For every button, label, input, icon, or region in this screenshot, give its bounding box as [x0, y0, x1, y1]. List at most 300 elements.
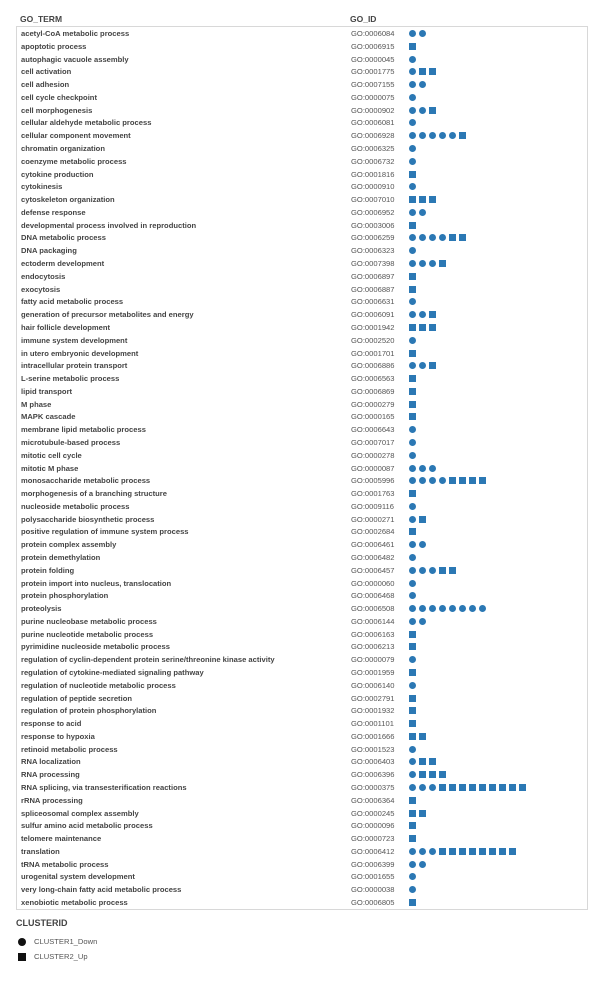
go-id-cell: GO:0001701: [351, 348, 395, 358]
go-id-cell: GO:0000096: [351, 821, 395, 831]
go-term-cell: response to hypoxia: [21, 731, 95, 741]
go-term-cell: cellular component movement: [21, 131, 131, 141]
table-row: [17, 833, 587, 846]
cluster-marks: [409, 222, 416, 231]
go-id-cell: GO:0006403: [351, 757, 395, 767]
cluster2-up-marker: [409, 375, 416, 382]
go-term-cell: translation: [21, 846, 60, 856]
cluster1-down-marker: [409, 580, 416, 587]
go-id-cell: GO:0001763: [351, 489, 395, 499]
cluster1-down-marker: [419, 848, 426, 855]
table-row: [17, 54, 587, 67]
table-row: [17, 897, 587, 910]
go-id-cell: GO:0006482: [351, 552, 395, 562]
cluster1-down-marker: [409, 605, 416, 612]
cluster1-down-marker: [409, 618, 416, 625]
go-id-cell: GO:0000723: [351, 834, 395, 844]
table-row: [17, 411, 587, 424]
table-row: [17, 309, 587, 322]
cluster-marks: [409, 822, 416, 831]
go-id-cell: GO:0006631: [351, 297, 395, 307]
go-term-cell: apoptotic process: [21, 41, 87, 51]
go-id-cell: GO:0002684: [351, 527, 395, 537]
cluster1-down-marker: [409, 567, 416, 574]
go-term-cell: morphogenesis of a branching structure: [21, 489, 167, 499]
cluster1-down-marker: [419, 618, 426, 625]
header-go-term: GO_TERM: [20, 14, 63, 24]
cluster1-down-marker: [479, 605, 486, 612]
cluster2-up-marker: [439, 848, 446, 855]
cluster2-up-marker: [409, 631, 416, 638]
cluster1-down-marker: [409, 119, 416, 126]
cluster1-down-marker: [409, 516, 416, 523]
go-id-cell: GO:0001666: [351, 731, 395, 741]
cluster1-down-marker: [419, 234, 426, 241]
cluster1-down-marker: [419, 81, 426, 88]
cluster-marks: [409, 465, 436, 474]
table-row: [17, 117, 587, 130]
cluster1-down-marker: [419, 132, 426, 139]
table-row: [17, 258, 587, 271]
go-term-cell: protein import into nucleus, translocation: [21, 578, 172, 588]
cluster2-up-marker: [429, 196, 436, 203]
cluster-marks: [409, 682, 416, 691]
cluster-marks: [409, 413, 416, 422]
go-id-cell: GO:0006084: [351, 29, 395, 38]
cluster1-down-marker: [409, 771, 416, 778]
go-id-cell: GO:0001523: [351, 744, 395, 754]
cluster-marks: [409, 247, 416, 256]
go-id-cell: GO:0003006: [351, 220, 395, 230]
cluster2-up-marker: [419, 68, 426, 75]
cluster1-down-marker: [419, 605, 426, 612]
cluster-marks: [409, 656, 416, 665]
cluster-marks: [409, 899, 416, 908]
go-id-cell: GO:0001932: [351, 706, 395, 716]
table-row: [17, 41, 587, 54]
cluster2-up-marker: [409, 401, 416, 408]
cluster2-up-marker: [499, 784, 506, 791]
table-row: [17, 795, 587, 808]
cluster2-up-marker: [409, 222, 416, 229]
cluster2-up-marker: [429, 771, 436, 778]
go-id-cell: GO:0000902: [351, 105, 395, 115]
go-id-cell: GO:0006323: [351, 246, 395, 256]
cluster1-down-marker: [409, 682, 416, 689]
go-id-cell: GO:0006396: [351, 770, 395, 780]
cluster1-down-marker: [409, 30, 416, 37]
cluster1-down-marker: [409, 758, 416, 765]
cluster1-down-marker: [409, 477, 416, 484]
go-term-cell: regulation of cytokine-mediated signaling pathway: [21, 668, 204, 677]
table-row: [17, 693, 587, 706]
go-term-cell: rRNA processing: [21, 795, 83, 805]
legend-label: CLUSTER1_Down: [34, 937, 98, 946]
table-row: [17, 130, 587, 143]
cluster2-up-marker: [519, 784, 526, 791]
cluster1-down-marker: [419, 784, 426, 791]
cluster-marks: [409, 695, 416, 704]
go-term-cell: positive regulation of immune system process: [21, 527, 189, 537]
cluster-marks: [409, 707, 416, 716]
go-term-cell: lipid transport: [21, 386, 73, 396]
go-id-cell: GO:0006163: [351, 629, 395, 639]
table-row: [17, 578, 587, 591]
cluster1-down-marker: [409, 873, 416, 880]
cluster1-down-marker: [409, 158, 416, 165]
cluster-marks: [409, 311, 436, 320]
go-term-cell: response to acid: [21, 719, 82, 729]
cluster-marks: [409, 771, 446, 780]
cluster2-up-marker: [469, 848, 476, 855]
cluster1-down-marker: [429, 477, 436, 484]
table-row: [17, 616, 587, 629]
table-row: [17, 820, 587, 833]
table-row: [17, 194, 587, 207]
table-row: [17, 705, 587, 718]
table-row: [17, 79, 587, 92]
cluster-marks: [409, 81, 426, 90]
table-row: [17, 322, 587, 335]
cluster-marks: [409, 183, 416, 192]
go-term-cell: defense response: [21, 207, 86, 217]
cluster-marks: [409, 810, 426, 819]
go-term-cell: exocytosis: [21, 284, 61, 294]
table-row: [17, 156, 587, 169]
go-term-cell: ectoderm development: [21, 259, 105, 269]
cluster1-down-marker: [419, 107, 426, 114]
cluster-marks: [409, 324, 436, 333]
cluster-marks: [409, 669, 416, 678]
cluster2-up-marker: [419, 810, 426, 817]
cluster1-down-marker: [469, 605, 476, 612]
go-id-cell: GO:0006468: [351, 591, 395, 601]
cluster-marks: [409, 30, 426, 39]
cluster1-down-marker: [429, 465, 436, 472]
table-row: [17, 539, 587, 552]
go-id-cell: GO:0001959: [351, 668, 395, 677]
cluster1-down-marker: [409, 145, 416, 152]
cluster2-up-marker: [469, 477, 476, 484]
table-row: [17, 386, 587, 399]
go-id-cell: GO:0006081: [351, 118, 395, 128]
table-row: [17, 424, 587, 437]
cluster-marks: [409, 886, 416, 895]
cluster-marks: [409, 503, 416, 512]
go-id-cell: GO:0000245: [351, 808, 395, 818]
cluster1-down-marker: [409, 465, 416, 472]
table-row: [17, 859, 587, 872]
table-row: [17, 450, 587, 463]
go-term-cell: cellular aldehyde metabolic process: [21, 118, 152, 128]
cluster2-up-marker: [409, 413, 416, 420]
table-row: [17, 475, 587, 488]
cluster-marks: [409, 733, 426, 742]
cluster2-up-marker: [419, 771, 426, 778]
cluster2-up-marker: [419, 733, 426, 740]
cluster1-down-marker: [449, 132, 456, 139]
cluster1-down-marker: [409, 784, 416, 791]
go-id-cell: GO:0006887: [351, 284, 395, 294]
cluster1-down-marker: [429, 234, 436, 241]
cluster1-down-marker: [429, 605, 436, 612]
go-term-cell: M phase: [21, 399, 52, 409]
cluster2-up-marker: [459, 848, 466, 855]
go-term-cell: mitotic M phase: [21, 463, 79, 473]
go-term-cell: tRNA metabolic process: [21, 859, 109, 869]
go-term-cell: protein complex assembly: [21, 540, 117, 550]
go-term-cell: MAPK cascade: [21, 412, 76, 422]
cluster2-up-marker: [419, 516, 426, 523]
cluster1-down-marker: [409, 426, 416, 433]
go-term-cell: mitotic cell cycle: [21, 450, 82, 460]
go-id-cell: GO:0006144: [351, 616, 395, 626]
table-row: [17, 399, 587, 412]
cluster2-up-marker: [479, 784, 486, 791]
cluster-marks: [409, 452, 416, 461]
cluster-marks: [409, 592, 416, 601]
go-id-cell: GO:0000278: [351, 450, 395, 460]
go-id-cell: GO:0000038: [351, 885, 395, 895]
cluster2-up-marker: [409, 797, 416, 804]
cluster2-up-marker: [459, 132, 466, 139]
legend-label: CLUSTER2_Up: [34, 952, 88, 961]
cluster2-up-marker: [409, 273, 416, 280]
go-term-cell: cell activation: [21, 67, 72, 77]
cluster2-up-marker: [409, 388, 416, 395]
cluster-marks: [409, 580, 416, 589]
go-id-cell: GO:0006213: [351, 642, 395, 652]
table-row: [17, 552, 587, 565]
cluster-marks: [409, 375, 416, 384]
go-id-cell: GO:0006461: [351, 540, 395, 550]
cluster-marks: [409, 554, 416, 563]
cluster2-up-marker: [459, 784, 466, 791]
cluster2-up-marker: [409, 528, 416, 535]
go-term-cell: urogenital system development: [21, 872, 135, 882]
cluster1-down-marker: [409, 183, 416, 190]
cluster-marks: [409, 746, 416, 755]
cluster1-down-marker: [429, 784, 436, 791]
cluster-marks: [409, 388, 416, 397]
go-id-cell: GO:0006140: [351, 680, 395, 690]
go-id-cell: GO:0006643: [351, 425, 395, 435]
cluster-marks: [409, 426, 416, 435]
table-row: [17, 782, 587, 795]
go-term-cell: cell cycle checkpoint: [21, 92, 97, 102]
go-id-cell: GO:0005996: [351, 476, 395, 486]
cluster2-up-marker: [509, 784, 516, 791]
cluster2-up-marker: [479, 848, 486, 855]
table-row: [17, 718, 587, 731]
go-term-cell: cell morphogenesis: [21, 105, 93, 115]
cluster2-up-marker: [439, 771, 446, 778]
table-row: [17, 232, 587, 245]
cluster2-up-marker: [489, 848, 496, 855]
go-id-cell: GO:0007017: [351, 437, 395, 447]
cluster-marks: [409, 196, 436, 205]
cluster1-down-marker: [409, 94, 416, 101]
cluster1-down-marker: [409, 81, 416, 88]
cluster-marks: [409, 490, 416, 499]
legend: [16, 918, 97, 964]
table-row: [17, 501, 587, 514]
cluster-marks: [409, 848, 516, 857]
go-term-cell: cytokinesis: [21, 182, 63, 192]
cluster-marks: [409, 94, 416, 103]
cluster-marks: [409, 158, 416, 167]
cluster2-up-marker: [509, 848, 516, 855]
cluster2-up-marker: [409, 196, 416, 203]
go-term-cell: L-serine metabolic process: [21, 374, 120, 384]
cluster-marks: [409, 43, 416, 52]
cluster1-down-marker: [409, 656, 416, 663]
go-term-cell: sulfur amino acid metabolic process: [21, 821, 153, 831]
cluster1-down-marker: [429, 260, 436, 267]
table-row: [17, 769, 587, 782]
cluster1-down-marker: [409, 68, 416, 75]
cluster2-up-marker: [409, 350, 416, 357]
go-term-cell: protein demethylation: [21, 552, 101, 562]
cluster-marks: [409, 439, 416, 448]
go-term-cell: microtubule-based process: [21, 437, 121, 447]
cluster1-down-marker: [409, 503, 416, 510]
go-term-cell: cytoskeleton organization: [21, 195, 115, 205]
cluster1-down-marker: [419, 30, 426, 37]
cluster1-down-marker: [439, 234, 446, 241]
cluster1-down-marker: [409, 439, 416, 446]
table-row: [17, 143, 587, 156]
cluster1-down-marker: [439, 132, 446, 139]
go-id-cell: GO:0006915: [351, 41, 395, 51]
go-term-cell: regulation of nucleotide metabolic process: [21, 680, 176, 690]
go-term-cell: hair follicle development: [21, 322, 111, 332]
cluster1-down-marker: [429, 567, 436, 574]
table-row: [17, 756, 587, 769]
table-row: [17, 629, 587, 642]
cluster2-up-marker: [429, 68, 436, 75]
go-term-cell: RNA splicing, via transesterification reactions: [21, 783, 187, 793]
cluster-marks: [409, 401, 416, 410]
square-icon: [18, 953, 26, 961]
go-term-cell: xenobiotic metabolic process: [21, 898, 128, 908]
table-row: [17, 271, 587, 284]
go-id-cell: GO:0000075: [351, 92, 395, 102]
go-term-cell: regulation of peptide secretion: [21, 693, 132, 703]
cluster2-up-marker: [499, 848, 506, 855]
go-id-cell: GO:0006869: [351, 386, 395, 396]
cluster-marks: [409, 541, 426, 550]
go-term-cell: membrane lipid metabolic process: [21, 425, 146, 435]
table-row: [17, 565, 587, 578]
go-id-cell: GO:0006457: [351, 565, 395, 575]
cluster1-down-marker: [409, 554, 416, 561]
go-term-cell: coenzyme metabolic process: [21, 156, 127, 166]
cluster-marks: [409, 273, 416, 282]
cluster2-up-marker: [419, 758, 426, 765]
cluster-marks: [409, 784, 526, 793]
go-id-cell: GO:0002520: [351, 335, 395, 345]
go-term-cell: cell adhesion: [21, 80, 70, 90]
go-id-cell: GO:0000060: [351, 578, 395, 588]
go-id-cell: GO:0006259: [351, 233, 395, 243]
cluster1-down-marker: [419, 362, 426, 369]
table-row: [17, 181, 587, 194]
table-row: [17, 28, 587, 41]
cluster2-up-marker: [439, 567, 446, 574]
cluster-marks: [409, 567, 456, 576]
go-term-cell: chromatin organization: [21, 144, 105, 154]
cluster2-up-marker: [409, 43, 416, 50]
table-row: [17, 654, 587, 667]
circle-icon: [18, 938, 26, 946]
cluster1-down-marker: [419, 260, 426, 267]
cluster1-down-marker: [409, 298, 416, 305]
go-term-cell: RNA localization: [21, 757, 81, 767]
cluster2-up-marker: [459, 477, 466, 484]
cluster1-down-marker: [419, 311, 426, 318]
cluster2-up-marker: [429, 324, 436, 331]
cluster-marks: [409, 286, 416, 295]
go-id-cell: GO:0006508: [351, 604, 395, 614]
legend-item-cluster2: [16, 949, 97, 964]
cluster-marks: [409, 260, 446, 269]
table-row: [17, 373, 587, 386]
cluster2-up-marker: [419, 324, 426, 331]
cluster2-up-marker: [459, 234, 466, 241]
cluster2-up-marker: [469, 784, 476, 791]
go-id-cell: GO:0000079: [351, 655, 395, 665]
cluster2-up-marker: [409, 171, 416, 178]
table-row: [17, 871, 587, 884]
cluster1-down-marker: [409, 311, 416, 318]
cluster1-down-marker: [409, 746, 416, 753]
cluster-marks: [409, 350, 416, 359]
go-term-cell: acetyl-CoA metabolic process: [21, 29, 130, 38]
go-term-cell: endocytosis: [21, 271, 66, 281]
cluster2-up-marker: [409, 720, 416, 727]
cluster2-up-marker: [409, 810, 416, 817]
table-row: [17, 808, 587, 821]
cluster1-down-marker: [419, 541, 426, 548]
cluster2-up-marker: [479, 477, 486, 484]
table-row: [17, 220, 587, 233]
go-id-cell: GO:0000910: [351, 182, 395, 192]
table-row: [17, 526, 587, 539]
cluster-marks: [409, 873, 416, 882]
go-id-cell: GO:0009116: [351, 501, 394, 511]
cluster-marks: [409, 477, 486, 486]
cluster1-down-marker: [409, 848, 416, 855]
go-id-cell: GO:0006364: [351, 795, 395, 805]
go-id-cell: GO:0000045: [351, 54, 395, 64]
table-row: [17, 105, 587, 118]
go-id-cell: GO:0000375: [351, 783, 395, 793]
cluster2-up-marker: [439, 784, 446, 791]
go-id-cell: GO:0000165: [351, 412, 395, 422]
cluster-marks: [409, 605, 486, 614]
go-term-cell: RNA processing: [21, 770, 80, 780]
go-term-cell: monosaccharide metabolic process: [21, 476, 151, 486]
go-id-cell: GO:0001816: [351, 169, 395, 179]
cluster1-down-marker: [409, 886, 416, 893]
go-term-cell: immune system development: [21, 335, 128, 345]
cluster-marks: [409, 234, 466, 243]
cluster2-up-marker: [429, 758, 436, 765]
go-id-cell: GO:0007398: [351, 259, 395, 269]
table-row: [17, 284, 587, 297]
cluster2-up-marker: [409, 669, 416, 676]
